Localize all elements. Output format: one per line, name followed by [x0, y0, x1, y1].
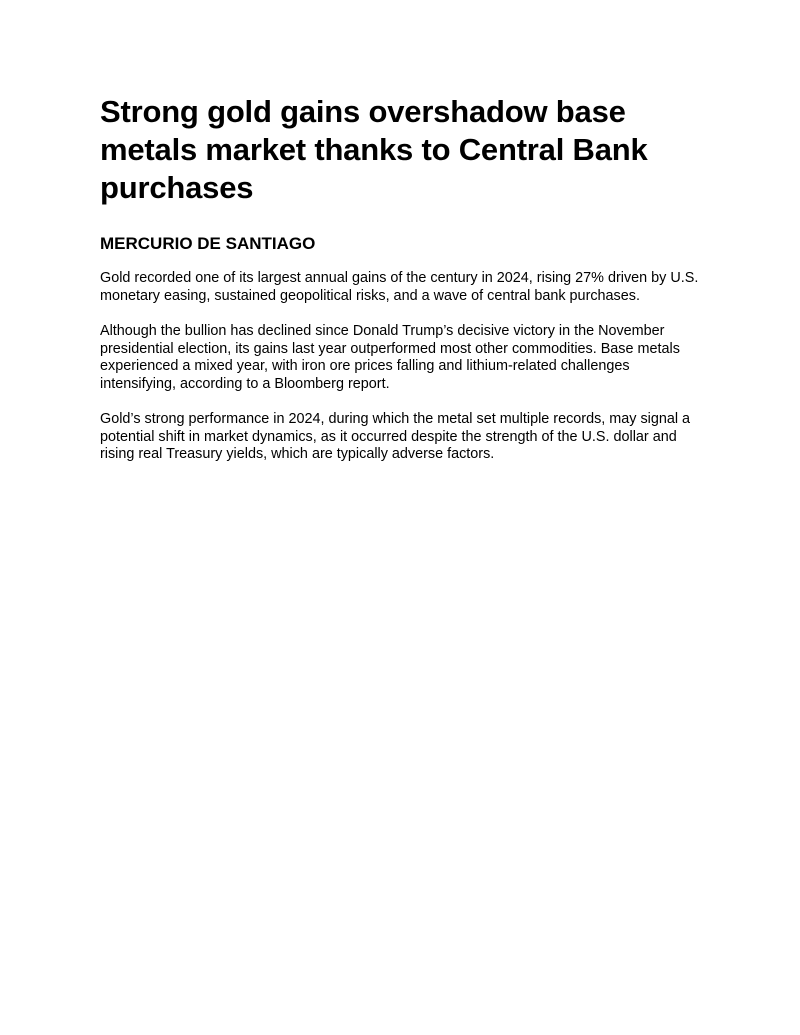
article [100, 93, 700, 482]
article-body [100, 270, 700, 464]
article-paragraph: Although the bullion has declined since Donald Trump’s decisive victory in the November presidential election, its gains last year outperformed most other commodities. Base metals experienced a mixed year, with iron ore prices falling and lithium-related challenges intensifying, according to a Bloomberg report. [100, 323, 680, 392]
article-paragraph: Gold recorded one of its largest annual gains of the century in 2024, rising 27% driven by U.S. monetary easing, sustained geopolitical risks, and a wave of central bank purchases. [100, 270, 699, 304]
article-headline: Strong gold gains overshadow base metals market thanks to Central Bank purchases [100, 94, 648, 205]
article-source: MERCURIO DE SANTIAGO [100, 234, 316, 253]
article-paragraph: Gold’s strong performance in 2024, during which the metal set multiple records, may signal a potential shift in market dynamics, as it occurred despite the strength of the U.S. dollar and rising real Treasury yields, which are typically adverse factors. [100, 411, 691, 462]
